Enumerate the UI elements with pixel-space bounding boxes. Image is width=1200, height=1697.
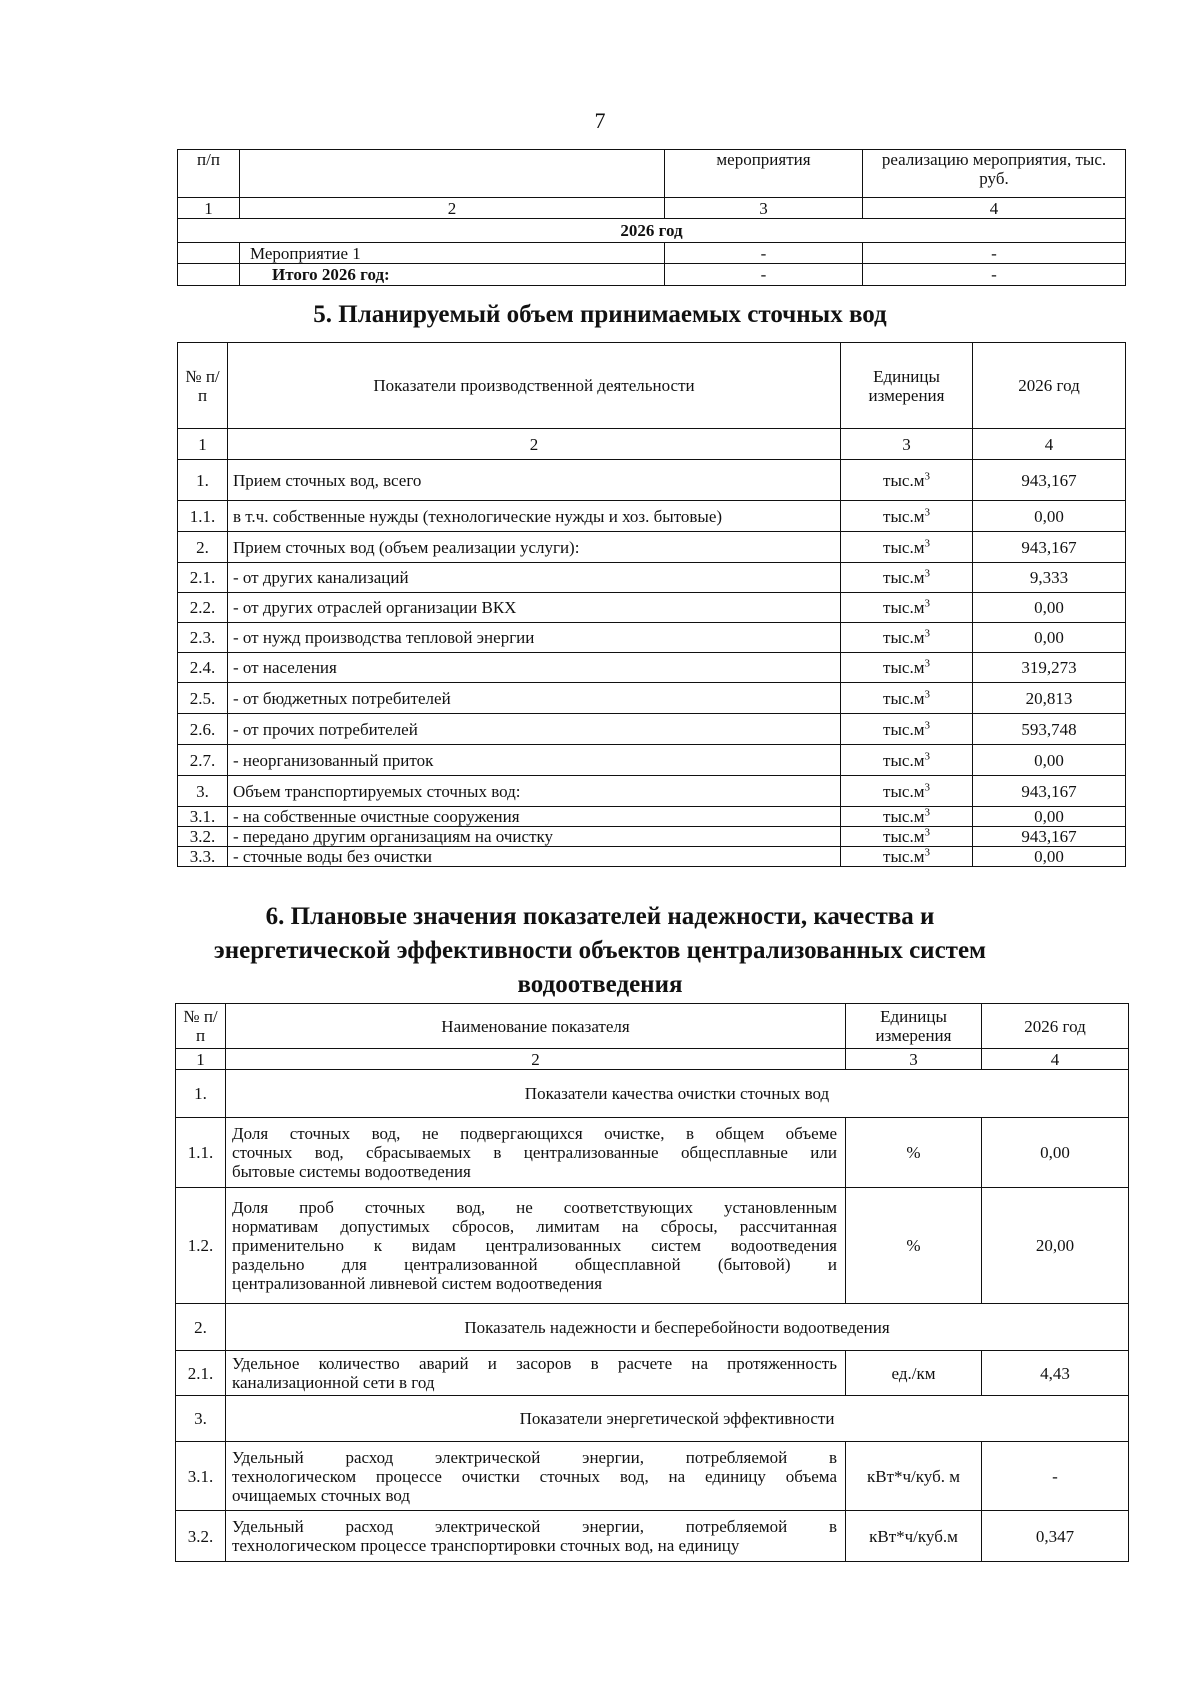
row-value: 0,00 <box>973 593 1126 623</box>
table-row <box>178 563 1126 593</box>
row-num: 2.5. <box>178 683 228 714</box>
row-value: 593,748 <box>973 714 1126 745</box>
row-value: 0,00 <box>973 745 1126 776</box>
header-year: 2026 год <box>973 343 1126 429</box>
row-value: - <box>982 1442 1129 1511</box>
row-num: 2.4. <box>178 653 228 683</box>
row-num: 1. <box>178 460 228 501</box>
row-name: - от других канализаций <box>228 563 841 593</box>
group-title: Показатели энергетической эффективности <box>226 1396 1129 1442</box>
table-body <box>178 460 1126 867</box>
row-num: 2.2. <box>178 593 228 623</box>
row-name: Объем транспортируемых сточных вод: <box>228 776 841 807</box>
unit-base: тыс.м <box>883 506 925 526</box>
unit-exponent: 3 <box>924 657 930 670</box>
wastewater-volume-table <box>177 342 1126 867</box>
row-unit: % <box>846 1188 982 1304</box>
unit-exponent: 3 <box>924 806 930 819</box>
table-row <box>178 243 1126 264</box>
page-number: 7 <box>594 108 606 133</box>
unit-base: тыс.м <box>883 537 925 557</box>
table-row <box>178 776 1126 807</box>
header-name: Наименование показателя <box>226 1004 846 1049</box>
table-row <box>178 593 1126 623</box>
row-name: - от населения <box>228 653 841 683</box>
col-number: 1 <box>178 198 240 219</box>
row-name-line: нормативам допустимых сбросов, лимитам на сбросы, рассчитанная <box>232 1217 837 1236</box>
row-value: 20,00 <box>982 1188 1129 1304</box>
row-unit <box>841 714 973 745</box>
table-header-row <box>176 1004 1129 1049</box>
header-term: мероприятия <box>665 150 863 198</box>
row-unit: кВт*ч/куб.м <box>846 1511 982 1562</box>
column-numbers-row <box>178 198 1126 219</box>
column-numbers-row <box>178 429 1126 460</box>
group-num: 1. <box>176 1070 226 1118</box>
unit-base: тыс.м <box>883 719 925 739</box>
unit-exponent: 3 <box>924 780 930 793</box>
col-number: 2 <box>226 1049 846 1070</box>
column-numbers-row <box>176 1049 1129 1070</box>
unit-exponent: 3 <box>924 469 930 482</box>
row-value: 943,167 <box>973 776 1126 807</box>
row-name <box>226 1511 846 1562</box>
section6-title-line2: энергетической эффективности объектов централизованных систем <box>213 937 987 964</box>
row-value: 0,00 <box>973 501 1126 532</box>
table-body <box>176 1070 1129 1562</box>
unit-base: тыс.м <box>883 688 925 708</box>
unit-exponent: 3 <box>924 687 930 700</box>
row-num <box>178 264 240 286</box>
row-num: 1.2. <box>176 1188 226 1304</box>
section6-title-line1: 6. Плановые значения показателей надежности, качества и <box>265 903 935 930</box>
header-unit: Единицы измерения <box>846 1004 982 1049</box>
row-unit <box>841 745 973 776</box>
year-label: 2026 год <box>178 219 1126 243</box>
table-header-row <box>178 343 1126 429</box>
row-unit <box>841 776 973 807</box>
col-number: 4 <box>863 198 1126 219</box>
unit-exponent: 3 <box>924 718 930 731</box>
unit-exponent: 3 <box>924 749 930 762</box>
row-num: 1.1. <box>178 501 228 532</box>
header-name: Показатели производственной деятельности <box>228 343 841 429</box>
table-header-row <box>178 150 1126 198</box>
row-name-line: применительно к видам централизованных систем водоотведения <box>232 1236 837 1255</box>
unit-base: тыс.м <box>883 827 925 846</box>
unit-exponent: 3 <box>924 567 930 580</box>
unit-exponent: 3 <box>924 505 930 518</box>
row-name: - передано другим организациям на очистку <box>228 827 841 847</box>
row-unit <box>841 593 973 623</box>
header-num: № п/п <box>178 343 228 429</box>
row-name: - неорганизованный приток <box>228 745 841 776</box>
table-row-total <box>178 264 1126 286</box>
row-unit <box>841 623 973 653</box>
group-title: Показатель надежности и бесперебойности водоотведения <box>226 1304 1129 1351</box>
row-name-line: сточных вод, сбрасываемых в централизованные общесплавные или <box>232 1143 837 1162</box>
table-row <box>176 1442 1129 1511</box>
row-name <box>226 1351 846 1396</box>
table-row <box>176 1188 1129 1304</box>
col-number: 4 <box>973 429 1126 460</box>
row-name: - от прочих потребителей <box>228 714 841 745</box>
header-num: п/п <box>178 150 240 198</box>
row-num: 3.2. <box>178 827 228 847</box>
row-num: 3.1. <box>176 1442 226 1511</box>
row-name-line: очищаемых сточных вод <box>232 1485 411 1505</box>
row-num: 3.1. <box>178 807 228 827</box>
row-num: 2.3. <box>178 623 228 653</box>
row-name: Прием сточных вод, всего <box>228 460 841 501</box>
table-row <box>178 501 1126 532</box>
unit-base: тыс.м <box>883 598 925 617</box>
row-unit: ед./км <box>846 1351 982 1396</box>
table-row <box>178 653 1126 683</box>
row-unit <box>841 460 973 501</box>
row-name: - на собственные очистные сооружения <box>228 807 841 827</box>
unit-exponent: 3 <box>924 846 930 859</box>
row-cost: - <box>863 264 1126 286</box>
row-name-line: Удельный расход электрической энергии, потребляемой в <box>232 1517 837 1536</box>
row-name-line: централизованной ливневой систем водоотведения <box>232 1274 603 1293</box>
col-number: 3 <box>846 1049 982 1070</box>
header-unit: Единицы измерения <box>841 343 973 429</box>
table-row <box>178 745 1126 776</box>
unit-base: тыс.м <box>883 658 925 677</box>
row-term: - <box>665 243 863 264</box>
unit-base: тыс.м <box>883 847 925 866</box>
row-unit <box>841 847 973 867</box>
row-name-line: канализационной сети в год <box>232 1373 435 1392</box>
col-number: 3 <box>841 429 973 460</box>
row-num <box>178 243 240 264</box>
row-name: Мероприятие 1 <box>240 243 665 264</box>
header-year: 2026 год <box>982 1004 1129 1049</box>
row-name-line: раздельно для централизованной общесплавной (бытовой) и <box>232 1255 837 1274</box>
group-num: 2. <box>176 1304 226 1351</box>
row-value: 0,00 <box>973 847 1126 867</box>
row-value: 943,167 <box>973 532 1126 563</box>
table-row <box>178 847 1126 867</box>
row-name-line: технологическом процессе транспортировки сточных вод, на единицу <box>232 1536 740 1555</box>
col-number: 2 <box>228 429 841 460</box>
row-num: 3. <box>178 776 228 807</box>
row-name-line: Доля проб сточных вод, не соответствующих установленным <box>232 1198 837 1217</box>
row-value: 943,167 <box>973 460 1126 501</box>
row-value: 0,00 <box>973 807 1126 827</box>
row-num: 2.6. <box>178 714 228 745</box>
row-value: 0,00 <box>982 1118 1129 1188</box>
table-row <box>178 460 1126 501</box>
row-unit <box>841 683 973 714</box>
unit-base: тыс.м <box>883 781 925 801</box>
unit-base: тыс.м <box>883 568 925 587</box>
row-num: 2.1. <box>176 1351 226 1396</box>
unit-exponent: 3 <box>924 536 930 549</box>
unit-base: тыс.м <box>883 628 925 647</box>
row-name: - сточные воды без очистки <box>228 847 841 867</box>
col-number: 1 <box>178 429 228 460</box>
row-num: 2. <box>178 532 228 563</box>
row-unit <box>841 807 973 827</box>
row-name-line: Доля сточных вод, не подвергающихся очистке, в общем объеме <box>232 1124 837 1143</box>
row-name: Прием сточных вод (объем реализации услуги): <box>228 532 841 563</box>
row-unit: кВт*ч/куб. м <box>846 1442 982 1511</box>
row-name <box>226 1442 846 1511</box>
measures-table <box>177 149 1126 286</box>
table-row <box>176 1351 1129 1396</box>
row-value: 943,167 <box>973 827 1126 847</box>
row-num: 3.2. <box>176 1511 226 1562</box>
unit-exponent: 3 <box>924 826 930 839</box>
row-unit <box>841 827 973 847</box>
row-name-line: технологическом процессе очистки сточных вод, на единицу объема <box>232 1466 837 1486</box>
col-number: 4 <box>982 1049 1129 1070</box>
group-row <box>176 1070 1129 1118</box>
row-name: в т.ч. собственные нужды (технологические нужды и хоз. бытовые) <box>228 501 841 532</box>
row-unit <box>841 563 973 593</box>
row-value: 4,43 <box>982 1351 1129 1396</box>
table-row <box>178 683 1126 714</box>
unit-exponent: 3 <box>924 627 930 640</box>
row-name: Итого 2026 год: <box>240 264 665 286</box>
header-name <box>240 150 665 198</box>
row-name: - от нужд производства тепловой энергии <box>228 623 841 653</box>
col-number: 3 <box>665 198 863 219</box>
table-row <box>178 623 1126 653</box>
unit-base: тыс.м <box>883 750 925 770</box>
table-row <box>176 1118 1129 1188</box>
group-row <box>176 1304 1129 1351</box>
row-num: 3.3. <box>178 847 228 867</box>
row-name <box>226 1188 846 1304</box>
row-num: 2.7. <box>178 745 228 776</box>
row-term: - <box>665 264 863 286</box>
col-number: 1 <box>176 1049 226 1070</box>
table-row <box>178 714 1126 745</box>
row-value: 319,273 <box>973 653 1126 683</box>
unit-base: тыс.м <box>883 470 925 490</box>
section6-title-line3: водоотведения <box>517 971 683 998</box>
row-name <box>226 1118 846 1188</box>
row-cost: - <box>863 243 1126 264</box>
row-value: 9,333 <box>973 563 1126 593</box>
row-name-line: бытовые системы водоотведения <box>232 1162 471 1181</box>
year-row <box>178 219 1126 243</box>
table-row <box>178 532 1126 563</box>
group-title: Показатели качества очистки сточных вод <box>226 1070 1129 1118</box>
unit-base: тыс.м <box>883 807 925 826</box>
row-unit <box>841 532 973 563</box>
row-value: 0,00 <box>973 623 1126 653</box>
indicators-table <box>175 1003 1129 1562</box>
table-row <box>178 807 1126 827</box>
row-unit <box>841 653 973 683</box>
row-name-line: Удельное количество аварий и засоров в расчете на протяженность <box>232 1354 837 1373</box>
row-name: - от бюджетных потребителей <box>228 683 841 714</box>
row-value: 20,813 <box>973 683 1126 714</box>
col-number: 2 <box>240 198 665 219</box>
section5-title: 5. Планируемый объем принимаемых сточных вод <box>313 301 887 328</box>
header-num: № п/п <box>176 1004 226 1049</box>
row-unit <box>841 501 973 532</box>
unit-exponent: 3 <box>924 597 930 610</box>
row-num: 2.1. <box>178 563 228 593</box>
row-unit: % <box>846 1118 982 1188</box>
group-num: 3. <box>176 1396 226 1442</box>
row-name-line: Удельный расход электрической энергии, потребляемой в <box>232 1447 837 1467</box>
header-cost: реализацию мероприятия, тыс. руб. <box>863 150 1126 198</box>
row-name: - от других отраслей организации ВКХ <box>228 593 841 623</box>
row-value: 0,347 <box>982 1511 1129 1562</box>
row-num: 1.1. <box>176 1118 226 1188</box>
table-row <box>178 827 1126 847</box>
table-row <box>176 1511 1129 1562</box>
group-row <box>176 1396 1129 1442</box>
